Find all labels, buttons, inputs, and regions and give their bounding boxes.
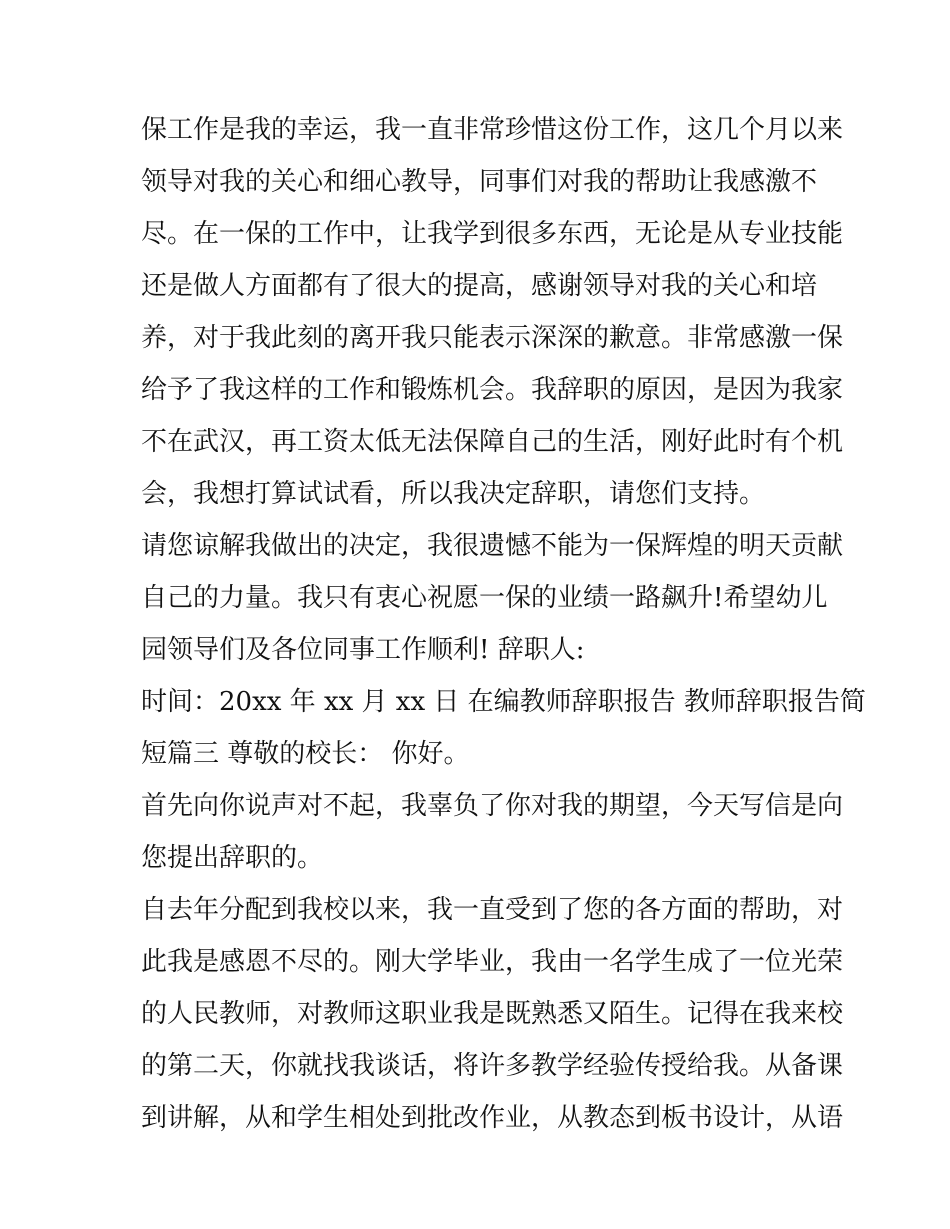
- text-line: 短篇三 尊敬的校长： 你好。: [141, 739, 470, 769]
- text-line: 到讲解，从和学生相处到批改作业，从教态到板书设计，从语: [141, 1103, 844, 1133]
- text-line: 保工作是我的幸运，我一直非常珍惜这份工作，这几个月以来: [141, 115, 844, 145]
- text-line: 会，我想打算试试看，所以我决定辞职，请您们支持。: [141, 479, 766, 509]
- text-line: 给予了我这样的工作和锻炼机会。我辞职的原因，是因为我家: [141, 375, 844, 405]
- paragraph-date-and-heading: [141, 676, 866, 780]
- text-line: 还是做人方面都有了很大的提高，感谢领导对我的关心和培: [141, 271, 818, 301]
- text-line: 园领导们及各位同事工作顺利! 辞职人:: [141, 635, 585, 665]
- text-line: 的人民教师，对教师这职业我是既熟悉又陌生。记得在我来校: [141, 999, 844, 1029]
- text-line: 领导对我的关心和细心教导，同事们对我的帮助让我感激不: [141, 167, 818, 197]
- text-line: 自己的力量。我只有衷心祝愿一保的业绩一路飙升!希望幼儿: [141, 583, 828, 613]
- text-line: 不在武汉，再工资太低无法保障自己的生活，刚好此时有个机: [141, 427, 844, 457]
- document-body: [141, 104, 866, 1144]
- text-line: 的第二天，你就找我谈话，将许多教学经验传授给我。从备课: [141, 1051, 844, 1081]
- text-line: 自去年分配到我校以来，我一直受到了您的各方面的帮助，对: [141, 895, 844, 925]
- text-line: 您提出辞职的。: [141, 843, 324, 873]
- text-line: 尽。在一保的工作中，让我学到很多东西，无论是从专业技能: [141, 219, 844, 249]
- text-line: 此我是感恩不尽的。刚大学毕业，我由一名学生成了一位光荣: [141, 947, 844, 977]
- text-line: 养，对于我此刻的离开我只能表示深深的歉意。非常感激一保: [141, 323, 844, 353]
- text-line: 首先向你说声对不起，我辜负了你对我的期望，今天写信是向: [141, 791, 844, 821]
- text-line: 时间：20xx 年 xx 月 xx 日 在编教师辞职报告 教师辞职报告简: [141, 687, 866, 717]
- paragraph-gratitude: [141, 884, 844, 1144]
- text-line: 请您谅解我做出的决定，我很遗憾不能为一保辉煌的明天贡献: [141, 531, 844, 561]
- paragraph-closing-wishes: [141, 520, 844, 676]
- paragraph-resignation-reason: [141, 104, 844, 520]
- paragraph-apology: [141, 780, 844, 884]
